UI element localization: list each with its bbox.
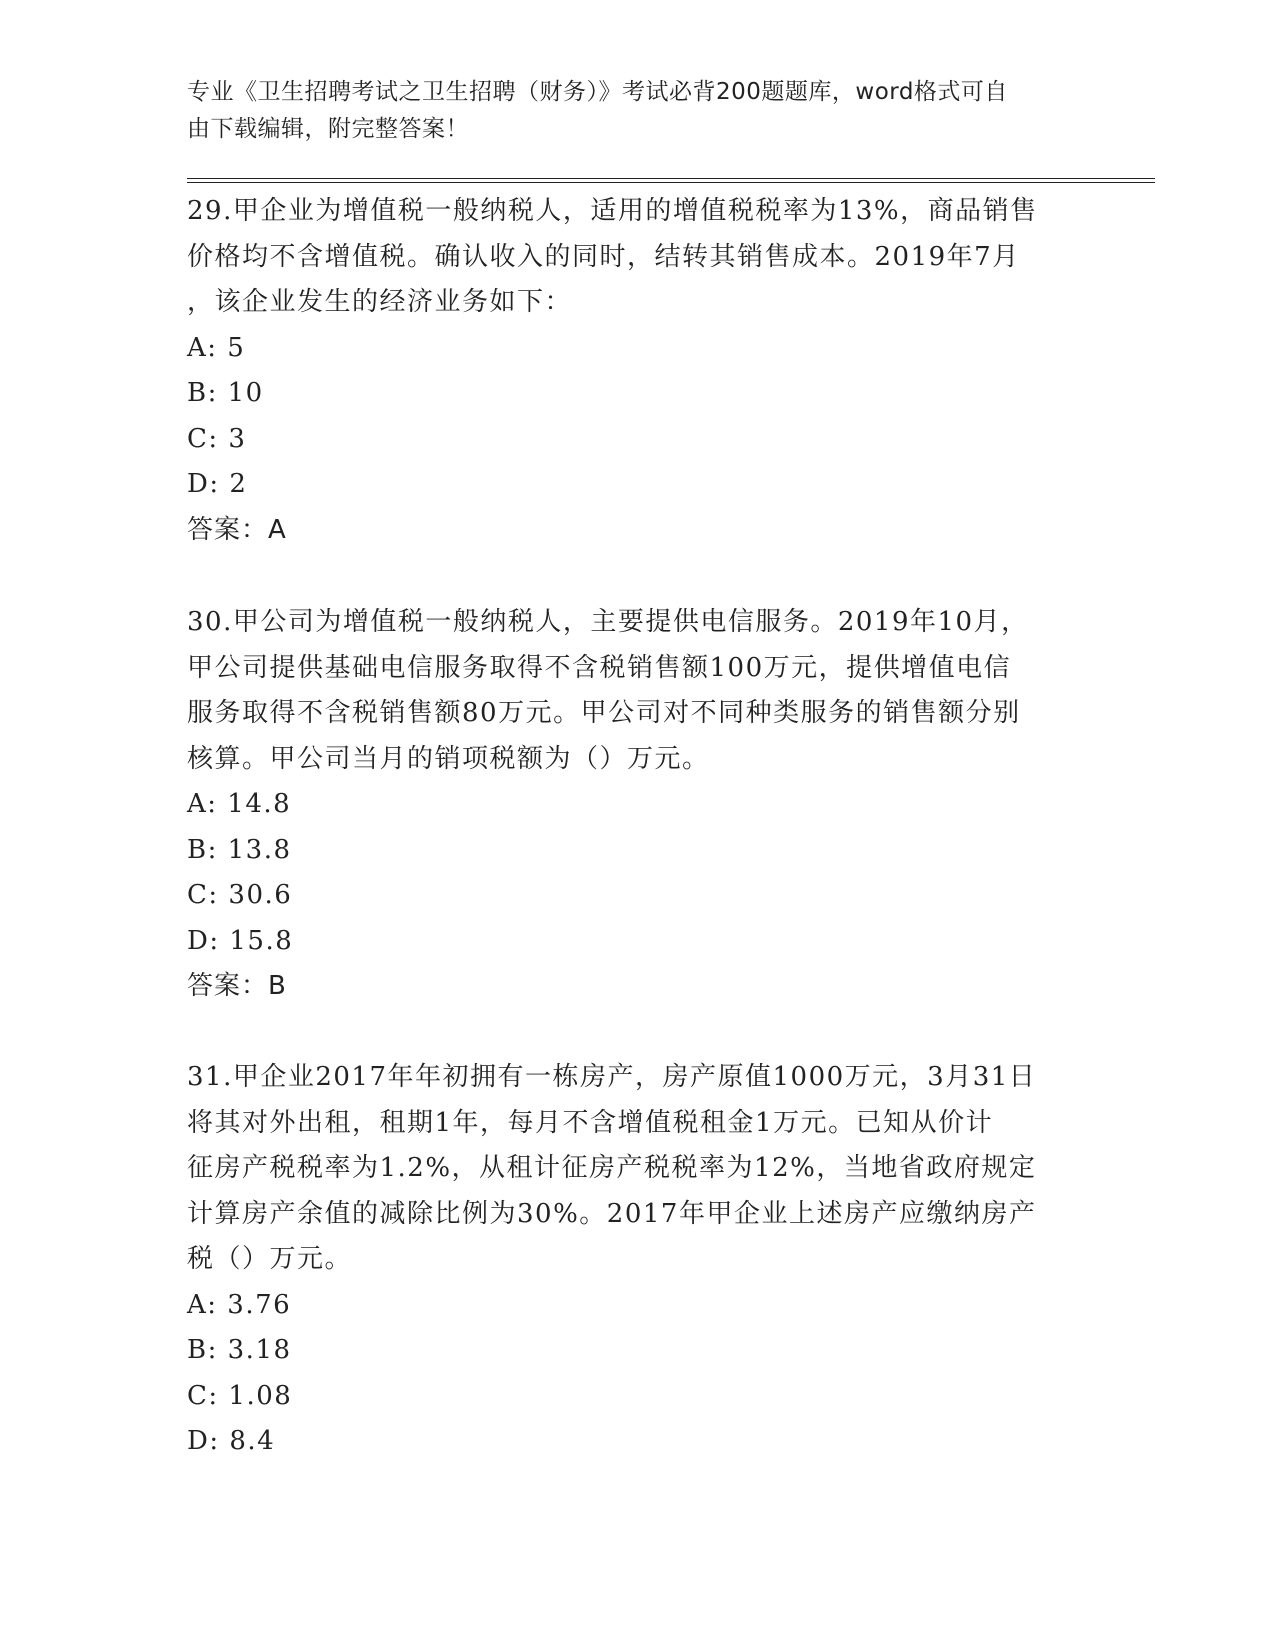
answer-line: 答案：B <box>187 971 287 1001</box>
option-c: C: 1.08 <box>187 1380 293 1411</box>
stem-line: 计算房产余值的减除比例为30%。2017年甲企业上述房产应缴纳房产 <box>187 1198 1037 1229</box>
answer-line: 答案：A <box>187 514 287 545</box>
document-header <box>187 74 1067 148</box>
stem-line: 甲公司提供基础电信服务取得不含税销售额100万元，提供增值电信 <box>187 652 1012 683</box>
option-b: B: 10 <box>187 378 264 408</box>
stem-line: 将其对外出租，租期1年，每月不含增值税租金1万元。已知从价计 <box>187 1107 994 1138</box>
header-line-2: 由下载编辑，附完整答案！ <box>187 116 469 142</box>
option-a: A: 3.76 <box>187 1289 292 1320</box>
stem-line: 29.甲企业为增值税一般纳税人，适用的增值税税率为13%，商品销售 <box>187 196 1038 226</box>
header-divider-bottom <box>187 182 1155 183</box>
option-d: D: 2 <box>187 469 248 499</box>
stem-line: 服务取得不含税销售额80万元。甲公司对不同种类服务的销售额分别 <box>187 698 1021 728</box>
option-c: C: 30.6 <box>187 880 293 910</box>
stem-line: 征房产税税率为1.2%，从租计征房产税税率为12%，当地省政府规定 <box>187 1153 1037 1183</box>
question-31 <box>187 1055 1087 1465</box>
stem-line: 税（）万元。 <box>187 1244 353 1274</box>
stem-line: 价格均不含增值税。确认收入的同时，结转其销售成本。2019年7月 <box>187 241 1020 272</box>
stem-line: ，该企业发生的经济业务如下： <box>187 287 573 317</box>
option-d: D: 15.8 <box>187 925 294 956</box>
stem-line: 30.甲公司为增值税一般纳税人，主要提供电信服务。2019年10月， <box>187 607 1029 637</box>
header-divider-top <box>187 178 1155 179</box>
option-d: D: 8.4 <box>187 1426 276 1456</box>
question-stem <box>187 600 1087 782</box>
header-line-1: 专业《卫生招聘考试之卫生招聘（财务）》考试必背200题题库，word格式可自 <box>187 79 1008 105</box>
question-stem <box>187 1055 1087 1283</box>
stem-line: 核算。甲公司当月的销项税额为（）万元。 <box>187 743 710 774</box>
option-b: B: 3.18 <box>187 1335 292 1365</box>
option-a: A: 5 <box>187 332 246 363</box>
option-b: B: 13.8 <box>187 834 292 865</box>
option-c: C: 3 <box>187 423 247 454</box>
question-29 <box>187 189 1087 553</box>
option-a: A: 14.8 <box>187 789 292 819</box>
question-stem <box>187 189 1087 326</box>
stem-line: 31.甲企业2017年年初拥有一栋房产，房产原值1000万元，3月31日 <box>187 1062 1037 1092</box>
question-30 <box>187 600 1087 1010</box>
